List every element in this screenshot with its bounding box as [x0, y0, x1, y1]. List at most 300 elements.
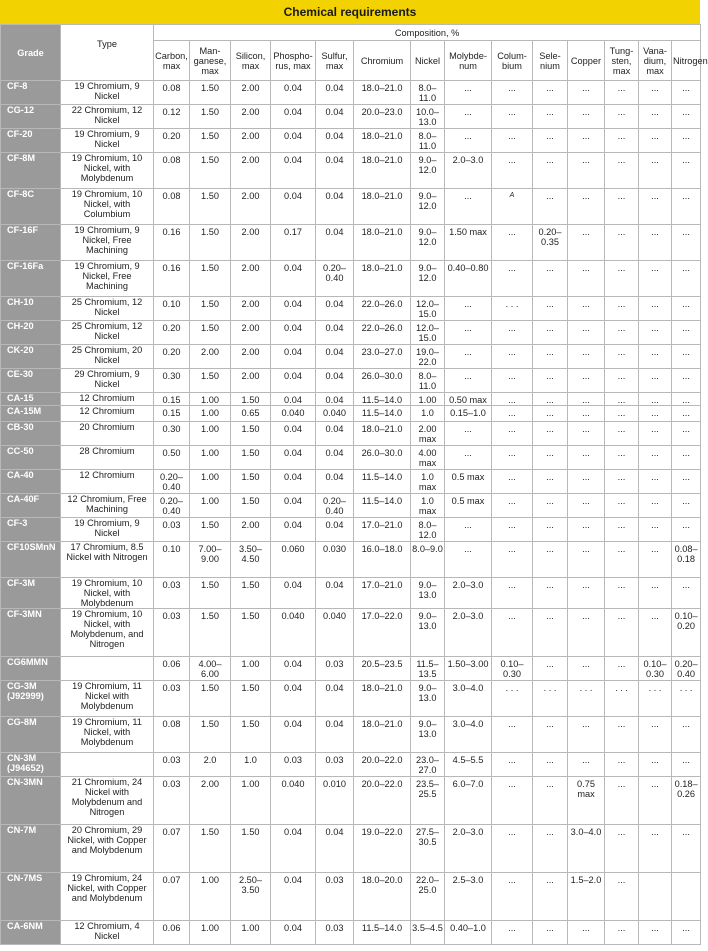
column-header: Nickel	[411, 41, 445, 81]
value-cell: ...	[568, 297, 605, 321]
grade-cell: CG6MMN	[1, 657, 61, 681]
value-cell: 4.00–6.00	[190, 657, 231, 681]
value-cell: ...	[639, 261, 672, 297]
value-cell: 1.50	[231, 494, 271, 518]
value-cell: ...	[533, 825, 568, 873]
type-header: Type	[61, 25, 154, 81]
value-cell: ...	[568, 321, 605, 345]
grade-cell: CN-3MN	[1, 777, 61, 825]
value-cell: 0.50 max	[445, 393, 492, 406]
value-cell: 0.03	[154, 753, 190, 777]
value-cell: 0.060	[271, 542, 316, 578]
value-cell: ...	[568, 446, 605, 470]
type-cell: 19 Chromium, 9 Nickel, Free Machining	[61, 261, 154, 297]
value-cell: 3.50–4.50	[231, 542, 271, 578]
value-cell: ...	[672, 470, 701, 494]
value-cell: 1.50	[231, 422, 271, 446]
value-cell: ...	[639, 189, 672, 225]
value-cell: ...	[568, 81, 605, 105]
value-cell: 0.04	[271, 321, 316, 345]
type-cell: 21 Chromium, 24 Nickel with Molybdenum and Nitrogen	[61, 777, 154, 825]
value-cell: 0.04	[271, 105, 316, 129]
table-row	[1, 657, 701, 681]
value-cell: 0.30	[154, 422, 190, 446]
value-cell: ...	[445, 105, 492, 129]
value-cell: ...	[605, 873, 639, 921]
value-cell: ...	[568, 129, 605, 153]
value-cell: . . .	[639, 681, 672, 717]
value-cell: ...	[445, 321, 492, 345]
value-cell: ...	[568, 393, 605, 406]
value-cell: 2.00	[231, 225, 271, 261]
value-cell: 9.0–12.0	[411, 225, 445, 261]
value-cell: 1.00	[190, 422, 231, 446]
value-cell: 0.04	[271, 470, 316, 494]
table-row	[1, 321, 701, 345]
value-cell: 0.17	[271, 225, 316, 261]
value-cell: ...	[605, 518, 639, 542]
column-header: Colum-bium	[492, 41, 533, 81]
table-row	[1, 494, 701, 518]
value-cell: 0.04	[316, 153, 354, 189]
value-cell: ...	[492, 321, 533, 345]
value-cell: 2.00	[231, 129, 271, 153]
value-cell: 1.0	[231, 753, 271, 777]
value-cell: 0.04	[316, 393, 354, 406]
value-cell: ...	[445, 345, 492, 369]
value-cell: ...	[492, 873, 533, 921]
value-cell: 1.50	[190, 321, 231, 345]
value-cell: ...	[568, 369, 605, 393]
value-cell: ...	[672, 321, 701, 345]
value-cell: ...	[568, 345, 605, 369]
table-row	[1, 518, 701, 542]
value-cell: ...	[672, 825, 701, 873]
type-cell: 12 Chromium	[61, 406, 154, 422]
table-row	[1, 422, 701, 446]
value-cell: 0.04	[271, 422, 316, 446]
type-cell	[61, 657, 154, 681]
value-cell: ...	[533, 446, 568, 470]
value-cell: 0.04	[316, 225, 354, 261]
value-cell: 1.50	[190, 297, 231, 321]
value-cell: 18.0–21.0	[354, 225, 411, 261]
value-cell: 12.0–15.0	[411, 297, 445, 321]
value-cell: 0.10	[154, 542, 190, 578]
value-cell: ...	[492, 406, 533, 422]
value-cell: 19.0–22.0	[411, 345, 445, 369]
value-cell: 0.20–0.40	[154, 494, 190, 518]
value-cell: 26.0–30.0	[354, 369, 411, 393]
value-cell: 1.00	[190, 873, 231, 921]
value-cell: 11.5–14.0	[354, 470, 411, 494]
value-cell: 0.04	[271, 681, 316, 717]
value-cell: 0.04	[316, 470, 354, 494]
value-cell: 0.20–0.40	[154, 470, 190, 494]
type-cell: 12 Chromium, Free Machining	[61, 494, 154, 518]
grade-cell: CF-3M	[1, 578, 61, 609]
table-row	[1, 297, 701, 321]
grade-cell: CF10SMnN	[1, 542, 61, 578]
value-cell: ...	[639, 518, 672, 542]
value-cell: 0.03	[316, 657, 354, 681]
value-cell: ...	[533, 921, 568, 945]
value-cell: 0.040	[316, 609, 354, 657]
value-cell: ...	[672, 406, 701, 422]
value-cell: ...	[639, 446, 672, 470]
value-cell: ...	[639, 825, 672, 873]
value-cell: 0.50	[154, 446, 190, 470]
value-cell: 1.50	[231, 578, 271, 609]
type-cell: 19 Chromium, 9 Nickel	[61, 129, 154, 153]
table-row	[1, 609, 701, 657]
value-cell: 2.50–3.50	[231, 873, 271, 921]
value-cell: ...	[533, 369, 568, 393]
value-cell: ...	[492, 518, 533, 542]
value-cell: 0.040	[316, 406, 354, 422]
value-cell: 12.0–15.0	[411, 321, 445, 345]
value-cell: 0.040	[271, 609, 316, 657]
value-cell	[639, 873, 672, 921]
grade-cell: CA-40F	[1, 494, 61, 518]
value-cell	[672, 873, 701, 921]
value-cell: 2.00	[231, 105, 271, 129]
value-cell: 3.5–4.5	[411, 921, 445, 945]
value-cell: 18.0–20.0	[354, 873, 411, 921]
value-cell: 18.0–21.0	[354, 261, 411, 297]
value-cell: 22.0–25.0	[411, 873, 445, 921]
value-cell: ...	[445, 369, 492, 393]
table-row	[1, 261, 701, 297]
value-cell: ...	[605, 81, 639, 105]
value-cell: 7.00–9.00	[190, 542, 231, 578]
value-cell: 1.50	[190, 681, 231, 717]
value-cell: . . .	[605, 681, 639, 717]
value-cell: 8.0–11.0	[411, 81, 445, 105]
value-cell: ...	[639, 753, 672, 777]
value-cell: 1.50	[190, 518, 231, 542]
value-cell: 8.0–11.0	[411, 369, 445, 393]
value-cell: ...	[568, 921, 605, 945]
type-cell: 19 Chromium, 10 Nickel, with Columbium	[61, 189, 154, 225]
value-cell: ...	[568, 225, 605, 261]
value-cell: 27.5–30.5	[411, 825, 445, 873]
type-cell: 12 Chromium	[61, 470, 154, 494]
value-cell: 1.00	[231, 657, 271, 681]
value-cell: ...	[533, 578, 568, 609]
value-cell: 0.20–0.35	[533, 225, 568, 261]
value-cell: ...	[533, 470, 568, 494]
value-cell: 0.40–0.80	[445, 261, 492, 297]
table-row	[1, 105, 701, 129]
value-cell: ...	[492, 422, 533, 446]
value-cell: 0.04	[316, 422, 354, 446]
value-cell: ...	[492, 753, 533, 777]
value-cell: 9.0–13.0	[411, 717, 445, 753]
value-cell: ...	[605, 578, 639, 609]
value-cell: ...	[445, 189, 492, 225]
value-cell: ...	[445, 446, 492, 470]
table-row	[1, 470, 701, 494]
value-cell: ...	[639, 321, 672, 345]
value-cell: ...	[492, 494, 533, 518]
table-row	[1, 345, 701, 369]
value-cell: ...	[533, 261, 568, 297]
value-cell: 0.03	[154, 609, 190, 657]
value-cell: 0.03	[154, 777, 190, 825]
value-cell: 0.04	[316, 825, 354, 873]
value-cell: 1.00	[190, 494, 231, 518]
table-row	[1, 446, 701, 470]
value-cell: 1.50	[190, 578, 231, 609]
value-cell: ...	[672, 129, 701, 153]
value-cell: 0.04	[271, 446, 316, 470]
value-cell: 0.03	[271, 753, 316, 777]
value-cell: ...	[533, 406, 568, 422]
value-cell: 0.10–0.20	[672, 609, 701, 657]
column-header: Vana-dium, max	[639, 41, 672, 81]
value-cell: ...	[492, 717, 533, 753]
value-cell: 8.0–12.0	[411, 518, 445, 542]
value-cell: ...	[639, 81, 672, 105]
value-cell: ...	[639, 422, 672, 446]
value-cell: 0.04	[271, 297, 316, 321]
value-cell: 0.10–0.30	[492, 657, 533, 681]
grade-cell: CA-15M	[1, 406, 61, 422]
value-cell: 0.03	[316, 753, 354, 777]
column-header: Silicon, max	[231, 41, 271, 81]
value-cell: ...	[672, 81, 701, 105]
value-cell: 18.0–21.0	[354, 422, 411, 446]
value-cell: 0.04	[316, 189, 354, 225]
grade-cell: CF-3MN	[1, 609, 61, 657]
value-cell: ...	[492, 609, 533, 657]
value-cell: 0.04	[271, 189, 316, 225]
value-cell: 0.04	[271, 921, 316, 945]
column-header: Sele-nium	[533, 41, 568, 81]
type-cell: 25 Chromium, 12 Nickel	[61, 297, 154, 321]
value-cell: 0.04	[271, 153, 316, 189]
value-cell: ...	[533, 153, 568, 189]
value-cell: ...	[568, 657, 605, 681]
composition-header: Composition, %	[154, 25, 701, 41]
value-cell: 9.0–12.0	[411, 189, 445, 225]
value-cell: 1.50	[231, 446, 271, 470]
value-cell: ...	[639, 542, 672, 578]
value-cell: 2.00 max	[411, 422, 445, 446]
value-cell: 0.40–1.0	[445, 921, 492, 945]
type-cell: 20 Chromium, 29 Nickel, with Copper and Molybdenum	[61, 825, 154, 873]
table-row	[1, 542, 701, 578]
table-row	[1, 81, 701, 105]
value-cell: ...	[568, 189, 605, 225]
grade-cell: CE-30	[1, 369, 61, 393]
value-cell: ...	[445, 129, 492, 153]
value-cell: ...	[605, 494, 639, 518]
table-row	[1, 225, 701, 261]
value-cell: ...	[568, 105, 605, 129]
value-cell: 18.0–21.0	[354, 153, 411, 189]
value-cell: ...	[605, 777, 639, 825]
value-cell: 19.0–22.0	[354, 825, 411, 873]
value-cell: ...	[533, 422, 568, 446]
value-cell: 11.5–13.5	[411, 657, 445, 681]
value-cell: 18.0–21.0	[354, 189, 411, 225]
table-row	[1, 921, 701, 945]
value-cell: 0.07	[154, 873, 190, 921]
value-cell: ...	[672, 422, 701, 446]
value-cell: A	[492, 189, 533, 225]
value-cell: 0.15	[154, 406, 190, 422]
grade-cell: CG-12	[1, 105, 61, 129]
value-cell: 0.65	[231, 406, 271, 422]
value-cell: 0.040	[271, 406, 316, 422]
value-cell: 0.03	[316, 921, 354, 945]
value-cell: 0.04	[316, 717, 354, 753]
value-cell: 1.00	[190, 470, 231, 494]
value-cell: ...	[605, 825, 639, 873]
type-cell: 19 Chromium, 9 Nickel	[61, 518, 154, 542]
type-cell: 19 Chromium, 9 Nickel	[61, 81, 154, 105]
value-cell: 0.18–0.26	[672, 777, 701, 825]
value-cell: 0.20–0.40	[672, 657, 701, 681]
value-cell: 1.50	[190, 717, 231, 753]
value-cell: 1.00	[190, 446, 231, 470]
value-cell: 2.00	[231, 189, 271, 225]
value-cell: 0.10–0.30	[639, 657, 672, 681]
value-cell: ...	[492, 369, 533, 393]
value-cell: 0.5 max	[445, 470, 492, 494]
value-cell: ...	[492, 578, 533, 609]
grade-cell: CF-16F	[1, 225, 61, 261]
value-cell: 0.04	[316, 129, 354, 153]
type-cell: 19 Chromium, 10 Nickel, with Molybdenum, and Nitrogen	[61, 609, 154, 657]
value-cell: 11.5–14.0	[354, 494, 411, 518]
value-cell: ...	[605, 657, 639, 681]
value-cell: 1.0	[411, 406, 445, 422]
value-cell: ...	[492, 921, 533, 945]
type-cell: 19 Chromium, 10 Nickel, with Molybdenum	[61, 578, 154, 609]
value-cell: 18.0–21.0	[354, 681, 411, 717]
value-cell: ...	[492, 393, 533, 406]
value-cell: ...	[605, 542, 639, 578]
value-cell: 0.75 max	[568, 777, 605, 825]
value-cell: 18.0–21.0	[354, 717, 411, 753]
value-cell: 0.010	[316, 777, 354, 825]
value-cell: 2.00	[190, 345, 231, 369]
value-cell: 2.0–3.0	[445, 825, 492, 873]
value-cell: 0.08–0.18	[672, 542, 701, 578]
value-cell: ...	[568, 753, 605, 777]
value-cell: 0.04	[271, 578, 316, 609]
grade-cell: CF-16Fa	[1, 261, 61, 297]
value-cell: ...	[672, 297, 701, 321]
value-cell: ...	[639, 578, 672, 609]
value-cell: ...	[605, 189, 639, 225]
value-cell: 2.00	[231, 297, 271, 321]
value-cell: 10.0–13.0	[411, 105, 445, 129]
value-cell: 4.00 max	[411, 446, 445, 470]
value-cell: 1.5–2.0	[568, 873, 605, 921]
value-cell: 20.0–23.0	[354, 105, 411, 129]
value-cell: 0.03	[154, 578, 190, 609]
value-cell: 0.04	[271, 657, 316, 681]
value-cell: 20.0–22.0	[354, 777, 411, 825]
value-cell: ...	[605, 261, 639, 297]
table-row	[1, 717, 701, 753]
value-cell: 2.0	[190, 753, 231, 777]
value-cell: 1.50	[231, 393, 271, 406]
grade-cell: CN-7MS	[1, 873, 61, 921]
value-cell: 1.50	[190, 153, 231, 189]
value-cell: 18.0–21.0	[354, 81, 411, 105]
value-cell: 0.08	[154, 153, 190, 189]
value-cell: ...	[492, 225, 533, 261]
value-cell: . . .	[568, 681, 605, 717]
value-cell: ...	[639, 717, 672, 753]
value-cell: 6.0–7.0	[445, 777, 492, 825]
value-cell: 23.5–25.5	[411, 777, 445, 825]
value-cell: 2.0–3.0	[445, 609, 492, 657]
value-cell: 0.08	[154, 189, 190, 225]
value-cell: 0.04	[271, 494, 316, 518]
table-row	[1, 393, 701, 406]
value-cell: 2.00	[190, 777, 231, 825]
type-cell: 19 Chromium, 11 Nickel with Molybdenum	[61, 681, 154, 717]
value-cell: 22.0–26.0	[354, 321, 411, 345]
value-cell: ...	[672, 921, 701, 945]
value-cell: 23.0–27.0	[411, 753, 445, 777]
value-cell: ...	[672, 578, 701, 609]
value-cell: 0.15	[154, 393, 190, 406]
value-cell: 0.03	[154, 681, 190, 717]
value-cell: ...	[533, 297, 568, 321]
value-cell: ...	[672, 369, 701, 393]
value-cell: 2.00	[231, 321, 271, 345]
value-cell: ...	[533, 494, 568, 518]
value-cell: 17.0–22.0	[354, 609, 411, 657]
type-cell: 20 Chromium	[61, 422, 154, 446]
value-cell: ...	[445, 518, 492, 542]
value-cell: 0.030	[316, 542, 354, 578]
value-cell: 0.20–0.40	[316, 494, 354, 518]
value-cell: 0.03	[154, 518, 190, 542]
type-cell: 28 Chromium	[61, 446, 154, 470]
value-cell: ...	[568, 470, 605, 494]
value-cell: 2.5–3.0	[445, 873, 492, 921]
value-cell: ...	[605, 129, 639, 153]
value-cell: 2.0–3.0	[445, 153, 492, 189]
value-cell: ...	[605, 393, 639, 406]
value-cell: ...	[533, 81, 568, 105]
value-cell: ...	[605, 446, 639, 470]
type-cell	[61, 753, 154, 777]
value-cell: 0.5 max	[445, 494, 492, 518]
value-cell: ...	[568, 406, 605, 422]
value-cell: ...	[672, 393, 701, 406]
value-cell: 0.10	[154, 297, 190, 321]
value-cell: 2.00	[231, 518, 271, 542]
value-cell: 0.04	[271, 393, 316, 406]
value-cell: ...	[445, 422, 492, 446]
value-cell: 1.50	[190, 261, 231, 297]
value-cell: . . .	[672, 681, 701, 717]
value-cell: 1.00	[411, 393, 445, 406]
value-cell: ...	[605, 225, 639, 261]
value-cell: 0.20	[154, 129, 190, 153]
table-row	[1, 777, 701, 825]
value-cell: 0.07	[154, 825, 190, 873]
